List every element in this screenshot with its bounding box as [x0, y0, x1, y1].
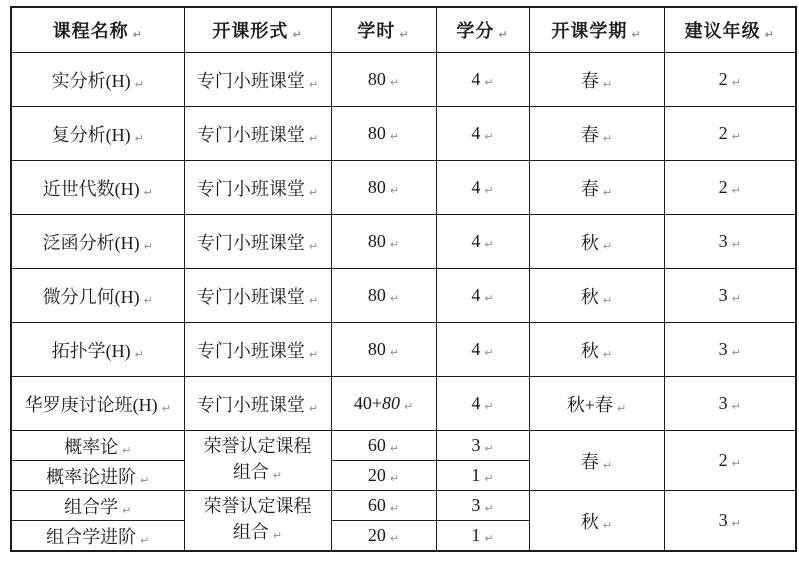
paragraph-mark-icon: ↵ [602, 239, 613, 253]
course-name: 拓扑学(H) [51, 340, 131, 361]
grade-value: 2 [718, 69, 728, 89]
paragraph-mark-icon: ↵ [484, 472, 494, 485]
paragraph-mark-icon: ↵ [731, 457, 741, 470]
paragraph-mark-icon: ↵ [484, 130, 494, 143]
course-format-line2 [187, 519, 329, 548]
grade-cell [664, 377, 796, 431]
credits-cell [436, 215, 529, 269]
credits-value: 3 [471, 435, 481, 455]
grade-cell [664, 269, 796, 323]
paragraph-mark-icon: ↵ [122, 503, 132, 517]
paragraph-mark-icon: ↵ [134, 347, 144, 361]
paragraph-mark-icon: ↵ [389, 346, 400, 359]
grade-cell [664, 161, 796, 215]
course-format: 组合 [232, 462, 269, 482]
paragraph-mark-icon: ↵ [731, 346, 741, 359]
hours-value: 40+ [353, 393, 382, 413]
course-format-line1: 荣誉认定课程 [203, 436, 312, 456]
course-name-cell [11, 431, 184, 461]
header-row [11, 7, 796, 53]
paragraph-mark-icon: ↵ [731, 184, 741, 197]
course-table [10, 6, 797, 552]
course-format-cell-merged [184, 491, 331, 552]
credits-cell [436, 491, 529, 521]
hours-cell [331, 161, 436, 215]
course-name: 复分析(H) [51, 124, 131, 145]
hours-cell [331, 377, 436, 431]
paragraph-mark-icon: ↵ [389, 238, 400, 251]
paragraph-mark-icon: ↵ [143, 293, 153, 307]
hours-cell [331, 491, 436, 521]
course-name: 泛函分析(H) [42, 232, 140, 253]
course-name-cell [11, 107, 184, 161]
grade-cell [664, 215, 796, 269]
table-row [11, 269, 796, 323]
semester-cell [529, 107, 664, 161]
paragraph-mark-icon: ↵ [389, 442, 400, 455]
credits-value: 3 [471, 495, 481, 515]
paragraph-mark-icon: ↵ [399, 28, 410, 41]
credits-cell [436, 53, 529, 107]
grade-value: 3 [718, 231, 728, 251]
table-row [11, 377, 796, 431]
credits-cell [436, 107, 529, 161]
table-row [11, 107, 796, 161]
paragraph-mark-icon: ↵ [602, 131, 613, 145]
header-label: 学分 [456, 21, 495, 41]
credits-value: 4 [471, 69, 481, 89]
course-name-cell [11, 269, 184, 323]
paragraph-mark-icon: ↵ [272, 469, 283, 482]
semester-value: 秋+春 [566, 394, 613, 415]
paragraph-mark-icon: ↵ [484, 346, 494, 359]
hours-value: 80 [367, 177, 386, 197]
table-row [11, 491, 796, 521]
hours-cell [331, 431, 436, 461]
course-name-cell [11, 491, 184, 521]
paragraph-mark-icon: ↵ [143, 239, 153, 253]
paragraph-mark-icon: ↵ [731, 76, 741, 89]
semester-value: 秋 [580, 340, 599, 361]
semester-cell-merged [529, 491, 664, 552]
paragraph-mark-icon: ↵ [389, 502, 400, 515]
paragraph-mark-icon: ↵ [140, 533, 150, 547]
credits-cell [436, 461, 529, 491]
course-name: 近世代数(H) [42, 178, 140, 199]
hours-cell [331, 323, 436, 377]
paragraph-mark-icon: ↵ [484, 238, 494, 251]
credits-value: 1 [471, 465, 481, 485]
course-name: 概率论 [64, 436, 119, 457]
grade-cell-merged [664, 491, 796, 552]
hours-cell [331, 521, 436, 552]
credits-value: 4 [471, 177, 481, 197]
paragraph-mark-icon: ↵ [389, 130, 400, 143]
table-row [11, 215, 796, 269]
course-format-cell [184, 323, 331, 377]
course-format-cell-merged [184, 431, 331, 491]
course-format-cell [184, 377, 331, 431]
semester-value: 春 [580, 451, 599, 472]
credits-cell [436, 521, 529, 552]
course-format: 专门小班课堂 [196, 340, 305, 361]
semester-value: 秋 [580, 286, 599, 307]
paragraph-mark-icon: ↵ [389, 472, 400, 485]
header-label: 建议年级 [684, 21, 761, 41]
credits-cell [436, 323, 529, 377]
paragraph-mark-icon: ↵ [602, 347, 613, 361]
paragraph-mark-icon: ↵ [602, 77, 613, 91]
paragraph-mark-icon: ↵ [484, 532, 494, 545]
paragraph-mark-icon: ↵ [389, 184, 400, 197]
semester-cell-merged [529, 431, 664, 491]
hours-cell [331, 53, 436, 107]
hours-cell [331, 215, 436, 269]
course-name: 华罗庚讨论班(H) [24, 394, 158, 415]
grade-cell-merged [664, 431, 796, 491]
header-hours [331, 7, 436, 53]
paragraph-mark-icon: ↵ [389, 532, 400, 545]
paragraph-mark-icon: ↵ [731, 517, 741, 530]
paragraph-mark-icon: ↵ [132, 28, 143, 41]
hours-value: 20 [367, 525, 386, 545]
credits-value: 4 [471, 285, 481, 305]
hours-value: 80 [367, 69, 386, 89]
course-format-cell [184, 161, 331, 215]
paragraph-mark-icon: ↵ [484, 292, 494, 305]
course-format-cell [184, 107, 331, 161]
header-semester [529, 7, 664, 53]
paragraph-mark-icon: ↵ [731, 238, 741, 251]
paragraph-mark-icon: ↵ [403, 400, 414, 413]
semester-cell [529, 53, 664, 107]
hours-value: 80 [367, 123, 386, 143]
hours-cell [331, 107, 436, 161]
header-label: 课程名称 [52, 21, 129, 41]
hours-value: 60 [367, 495, 386, 515]
semester-value: 春 [580, 124, 599, 145]
semester-value: 秋 [580, 511, 599, 532]
paragraph-mark-icon: ↵ [292, 28, 303, 41]
hours-value-italic: 80 [381, 393, 400, 413]
paragraph-mark-icon: ↵ [484, 184, 494, 197]
course-format: 专门小班课堂 [196, 286, 305, 307]
paragraph-mark-icon: ↵ [616, 401, 627, 415]
course-format-cell [184, 269, 331, 323]
header-course-format [184, 7, 331, 53]
table-row [11, 53, 796, 107]
hours-value: 80 [367, 339, 386, 359]
course-name-cell [11, 215, 184, 269]
course-format-cell [184, 215, 331, 269]
hours-value: 80 [367, 285, 386, 305]
course-name-cell [11, 323, 184, 377]
paragraph-mark-icon: ↵ [731, 400, 741, 413]
course-name-cell [11, 461, 184, 491]
semester-value: 秋 [580, 232, 599, 253]
paragraph-mark-icon: ↵ [140, 473, 150, 487]
paragraph-mark-icon: ↵ [602, 458, 613, 472]
course-name: 概率论进阶 [46, 466, 137, 487]
paragraph-mark-icon: ↵ [308, 185, 319, 199]
table-row [11, 431, 796, 461]
paragraph-mark-icon: ↵ [143, 185, 153, 199]
paragraph-mark-icon: ↵ [731, 130, 741, 143]
paragraph-mark-icon: ↵ [731, 292, 741, 305]
table-row [11, 323, 796, 377]
paragraph-mark-icon: ↵ [389, 76, 400, 89]
semester-value: 春 [580, 70, 599, 91]
paragraph-mark-icon: ↵ [602, 293, 613, 307]
paragraph-mark-icon: ↵ [308, 347, 319, 361]
course-name-cell [11, 53, 184, 107]
course-name: 实分析(H) [51, 70, 131, 91]
paragraph-mark-icon: ↵ [602, 185, 613, 199]
grade-value: 2 [718, 123, 728, 143]
credits-value: 4 [471, 231, 481, 251]
course-name: 微分几何(H) [42, 286, 140, 307]
paragraph-mark-icon: ↵ [602, 518, 613, 532]
grade-value: 3 [718, 393, 728, 413]
paragraph-mark-icon: ↵ [484, 400, 494, 413]
course-format-line1: 荣誉认定课程 [203, 496, 312, 516]
course-format: 专门小班课堂 [196, 394, 305, 415]
header-label: 开课学期 [551, 21, 628, 41]
credits-cell [436, 269, 529, 323]
semester-cell [529, 269, 664, 323]
credits-cell [436, 431, 529, 461]
grade-cell [664, 107, 796, 161]
paragraph-mark-icon: ↵ [272, 529, 283, 542]
grade-value: 3 [718, 339, 728, 359]
course-name-cell [11, 161, 184, 215]
course-name-cell [11, 521, 184, 552]
paragraph-mark-icon: ↵ [134, 131, 144, 145]
grade-cell [664, 323, 796, 377]
course-name-cell [11, 377, 184, 431]
paragraph-mark-icon: ↵ [631, 28, 642, 41]
hours-value: 80 [367, 231, 386, 251]
paragraph-mark-icon: ↵ [484, 442, 494, 455]
header-credits [436, 7, 529, 53]
course-name: 组合学 [64, 496, 119, 517]
grade-value: 2 [718, 177, 728, 197]
grade-cell [664, 53, 796, 107]
semester-cell [529, 161, 664, 215]
credits-value: 1 [471, 525, 481, 545]
hours-value: 60 [367, 435, 386, 455]
course-name: 组合学进阶 [46, 526, 137, 547]
paragraph-mark-icon: ↵ [484, 502, 494, 515]
course-format: 组合 [232, 522, 269, 542]
semester-value: 春 [580, 178, 599, 199]
paragraph-mark-icon: ↵ [484, 76, 494, 89]
credits-value: 4 [471, 339, 481, 359]
course-format: 专门小班课堂 [196, 232, 305, 253]
credits-cell [436, 377, 529, 431]
credits-value: 4 [471, 393, 481, 413]
semester-cell [529, 323, 664, 377]
paragraph-mark-icon: ↵ [308, 77, 319, 91]
table-row [11, 161, 796, 215]
header-label: 学时 [357, 21, 396, 41]
header-label: 开课形式 [212, 21, 289, 41]
course-format: 专门小班课堂 [196, 178, 305, 199]
paragraph-mark-icon: ↵ [308, 293, 319, 307]
grade-value: 2 [718, 450, 728, 470]
credits-value: 4 [471, 123, 481, 143]
hours-cell [331, 461, 436, 491]
hours-value: 20 [367, 465, 386, 485]
course-format-line2 [187, 459, 329, 488]
grade-value: 3 [718, 510, 728, 530]
paragraph-mark-icon: ↵ [134, 77, 144, 91]
paragraph-mark-icon: ↵ [498, 28, 509, 41]
course-format: 专门小班课堂 [196, 70, 305, 91]
paragraph-mark-icon: ↵ [764, 28, 775, 41]
paragraph-mark-icon: ↵ [308, 401, 319, 415]
semester-cell [529, 215, 664, 269]
paragraph-mark-icon: ↵ [308, 131, 319, 145]
credits-cell [436, 161, 529, 215]
paragraph-mark-icon: ↵ [308, 239, 319, 253]
header-grade [664, 7, 796, 53]
hours-cell [331, 269, 436, 323]
paragraph-mark-icon: ↵ [122, 443, 132, 457]
paragraph-mark-icon: ↵ [389, 292, 400, 305]
paragraph-mark-icon: ↵ [161, 401, 171, 415]
header-course-name [11, 7, 184, 53]
course-format-cell [184, 53, 331, 107]
course-format: 专门小班课堂 [196, 124, 305, 145]
grade-value: 3 [718, 285, 728, 305]
semester-cell [529, 377, 664, 431]
